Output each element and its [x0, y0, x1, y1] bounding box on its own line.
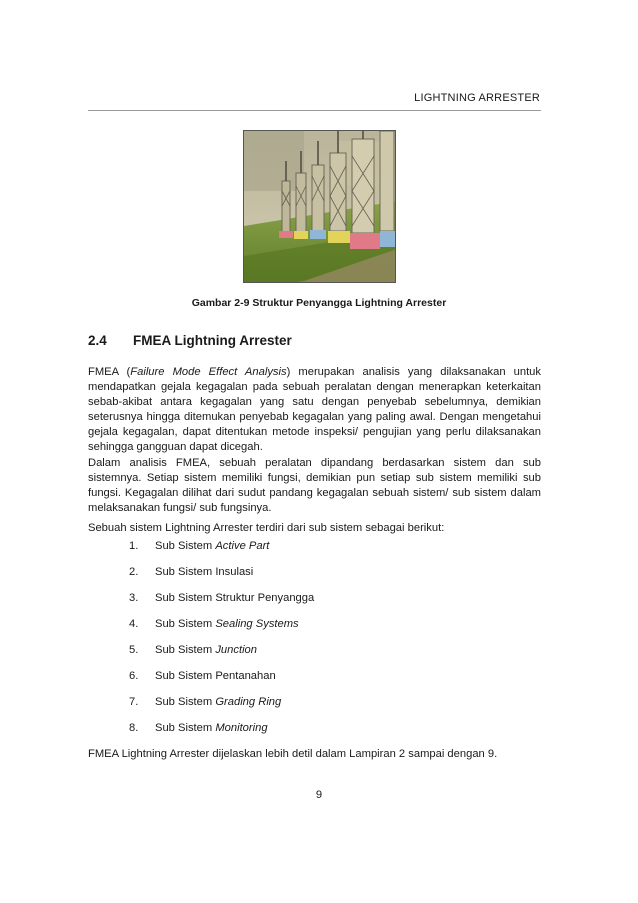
list-item-prefix: Sub Sistem [155, 696, 216, 708]
list-item-name: Struktur Penyangga [215, 592, 315, 604]
paragraph-fmea-analysis: Dalam analisis FMEA, sebuah peralatan dipandang berdasarkan sistem dan sub sistemnya. Setiap sistem memiliki fungsi, demikian pun setiap sub sistem memiliki sub fungsi. Kegagalan dilihat dari sudut pandang kegagalan sebuah sistem/ sub sistem dalam melaksanakan fungsi/ sub fungsinya. [88, 457, 541, 514]
paragraph-fmea-definition [88, 365, 541, 455]
list-item-name: Pentanahan [215, 670, 276, 682]
running-header: LIGHTNING ARRESTER [414, 92, 540, 104]
list-item-prefix: Sub Sistem [155, 540, 216, 552]
p1-prefix: FMEA ( [88, 366, 131, 378]
arrester-structure-photo [243, 130, 396, 283]
p1-italic-term: Failure Mode Effect Analysis [130, 366, 287, 378]
paragraph-subsystem-intro: Sebuah sistem Lightning Arrester terdiri dari sub sistem sebagai berikut: [88, 522, 445, 534]
list-item-prefix: Sub Sistem [155, 566, 216, 578]
list-item-number: 5. [129, 644, 139, 656]
list-item-prefix: Sub Sistem [155, 618, 216, 630]
list-item-number: 6. [129, 670, 139, 682]
header-rule [88, 110, 541, 111]
list-item-number: 1. [129, 540, 139, 552]
section-title: FMEA Lightning Arrester [133, 333, 292, 348]
list-item-name: Active Part [215, 540, 270, 552]
section-number: 2.4 [88, 333, 107, 348]
list-item-prefix: Sub Sistem [155, 722, 216, 734]
list-item-name: Insulasi [215, 566, 254, 578]
list-item-number: 7. [129, 696, 139, 708]
list-item-number: 4. [129, 618, 139, 630]
p1-rest: ) merupakan analisis yang dilaksanakan untuk mendapatkan gejala kegagalan pada sebuah peralatan dengan menerapkan keterkaitan sebab-akibat antara kegagalan yang satu dengan penyebab sebelumnya, demikian seterusnya hingga ditemukan penyebab kegagalan yang paling awal. Dengan mengetahui gejala kegagalan, dapat ditentukan metode inspeksi/ pengujian yang perlu dilaksanakan sehingga gangguan dapat dicegah. [88, 366, 541, 453]
list-item-number: 3. [129, 592, 139, 604]
list-item-number: 2. [129, 566, 139, 578]
paragraph-appendix-reference: FMEA Lightning Arrester dijelaskan lebih detil dalam Lampiran 2 sampai dengan 9. [88, 748, 498, 760]
list-item-name: Sealing Systems [215, 618, 299, 630]
section-heading [88, 333, 292, 348]
figure-caption: Gambar 2-9 Struktur Penyangga Lightning Arrester [191, 297, 447, 309]
list-item-name: Junction [215, 644, 257, 656]
list-item-name: Grading Ring [215, 696, 282, 708]
list-item-name: Monitoring [215, 722, 268, 734]
photo-illustration [244, 131, 396, 283]
list-item-prefix: Sub Sistem [155, 670, 216, 682]
page-number: 9 [315, 789, 323, 801]
list-item-prefix: Sub Sistem [155, 592, 216, 604]
list-item-number: 8. [129, 722, 139, 734]
list-item-prefix: Sub Sistem [155, 644, 216, 656]
